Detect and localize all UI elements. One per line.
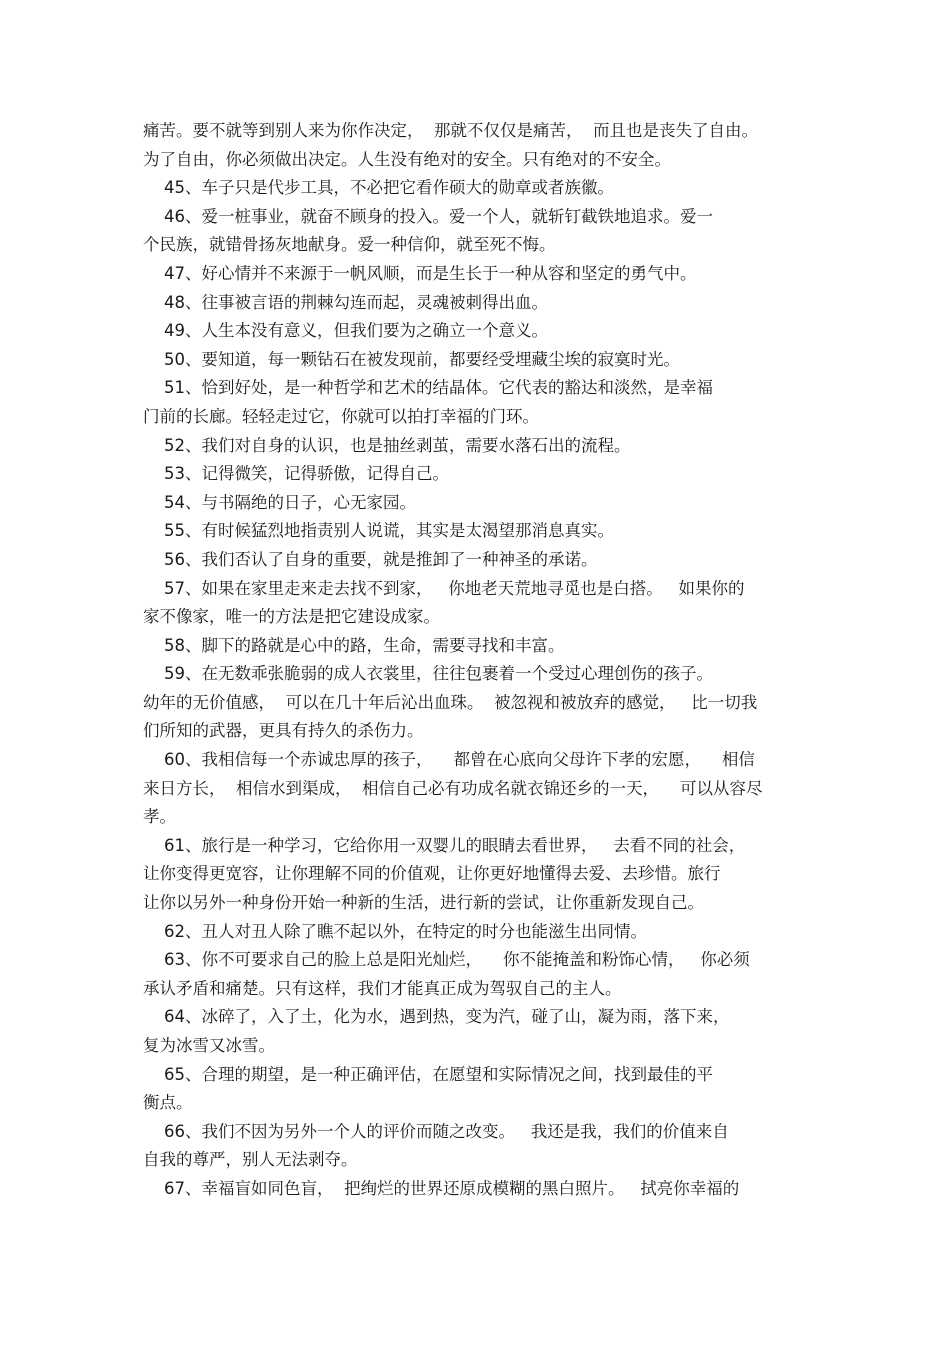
text-line: 个民族，就错骨扬灰地献身。爱一种信仰，就至死不悔。 (143, 235, 556, 255)
text-line: 复为冰雪又冰雪。 (143, 1036, 275, 1055)
text-line: 孝。 (143, 807, 176, 827)
paragraph-48 (143, 289, 808, 318)
text-line: 47、好心情并不来源于一帆风顺，而是生长于一种从容和坚定的勇气中。 (143, 263, 697, 283)
text-line: 66、我们不因为另外一个人的评价而随之改变。 我还是我，我们的价值来自 (143, 1121, 729, 1141)
text-line: 65、合理的期望，是一种正确评估，在愿望和实际情况之间，找到最佳的平 (143, 1064, 713, 1084)
text-line: 衡点。 (143, 1093, 193, 1113)
paragraph-44-cont (143, 117, 808, 174)
paragraph-61 (143, 832, 808, 918)
text-line: 63、你不可要求自己的脸上总是阳光灿烂， 你不能掩盖和粉饰心情， 你必须 (143, 950, 750, 970)
paragraph-45 (143, 174, 808, 203)
text-line: 56、我们否认了自身的重要，就是推卸了一种神圣的承诺。 (143, 549, 598, 569)
paragraph-62 (143, 918, 808, 947)
text-line: 49、人生本没有意义，但我们要为之确立一个意义。 (143, 321, 548, 341)
text-line: 承认矛盾和痛楚。只有这样，我们才能真正成为驾驭自己的主人。 (143, 978, 622, 998)
text-line: 48、往事被言语的荆棘勾连而起，灵魂被刺得出血。 (143, 292, 548, 312)
paragraph-47 (143, 260, 808, 289)
text-line: 们所知的武器，更具有持久的杀伤力。 (143, 721, 424, 741)
text-line: 53、记得微笑，记得骄傲，记得自己。 (143, 464, 449, 484)
text-line: 67、幸福盲如同色盲， 把绚烂的世界还原成模糊的黑白照片。 拭亮你幸福的 (143, 1178, 740, 1198)
text-line: 50、要知道，每一颗钻石在被发现前，都要经受埋藏尘埃的寂寞时光。 (143, 349, 680, 369)
text-line: 61、旅行是一种学习，它给你用一双婴儿的眼睛去看世界， 去看不同的社会， (143, 835, 746, 855)
text-line: 62、丑人对丑人除了瞧不起以外，在特定的时分也能滋生出同情。 (143, 921, 647, 941)
text-line: 幼年的无价值感， 可以在几十年后沁出血珠。 被忽视和被放弃的感觉， 比一切我 (143, 692, 758, 712)
paragraph-57 (143, 575, 808, 632)
paragraph-51 (143, 374, 808, 431)
text-line: 59、在无数乖张脆弱的成人衣裳里，往往包裹着一个受过心理创伤的孩子。 (143, 664, 713, 684)
paragraph-53 (143, 460, 808, 489)
paragraph-55 (143, 517, 808, 546)
paragraph-46 (143, 203, 808, 260)
text-line: 痛苦。要不就等到别人来为你作决定， 那就不仅仅是痛苦， 而且也是丧失了自由。 (143, 121, 758, 140)
paragraph-59 (143, 660, 808, 746)
text-line: 为了自由，你必须做出决定。人生没有绝对的安全。只有绝对的不安全。 (143, 149, 671, 169)
paragraph-67 (143, 1175, 808, 1204)
text-line: 64、冰碎了，入了土，化为水，遇到热，变为汽，碰了山，凝为雨，落下来， (143, 1007, 730, 1027)
document-body (143, 117, 808, 1204)
text-line: 60、我相信每一个赤诚忠厚的孩子， 都曾在心底向父母许下孝的宏愿， 相信 (143, 750, 755, 770)
text-line: 46、爱一桩事业，就奋不顾身的投入。爱一个人，就斩钉截铁地追求。爱一 (143, 206, 713, 226)
paragraph-63 (143, 946, 808, 1003)
paragraph-65 (143, 1061, 808, 1118)
text-line: 57、如果在家里走来走去找不到家， 你地老天荒地寻觅也是白搭。 如果你的 (143, 578, 745, 598)
text-line: 54、与书隔绝的日子，心无家园。 (143, 492, 416, 512)
paragraph-56 (143, 546, 808, 575)
paragraph-54 (143, 489, 808, 518)
text-line: 51、恰到好处，是一种哲学和艺术的结晶体。它代表的豁达和淡然，是幸福 (143, 378, 713, 398)
text-line: 让你变得更宽容，让你理解不同的价值观，让你更好地懂得去爱、去珍惜。旅行 (143, 864, 721, 884)
paragraph-49 (143, 317, 808, 346)
paragraph-66 (143, 1118, 808, 1175)
text-line: 来日方长， 相信水到渠成， 相信自己必有功成名就衣锦还乡的一天， 可以从容尽 (143, 778, 763, 798)
text-line: 55、有时候猛烈地指责别人说谎，其实是太渴望那消息真实。 (143, 521, 614, 541)
paragraph-64 (143, 1003, 808, 1060)
text-line: 让你以另外一种身份开始一种新的生活，进行新的尝试，让你重新发现自己。 (143, 893, 704, 913)
paragraph-60 (143, 746, 808, 832)
text-line: 45、车子只是代步工具，不必把它看作硕大的勋章或者族徽。 (143, 178, 614, 198)
text-line: 家不像家，唯一的方法是把它建设成家。 (143, 607, 440, 627)
paragraph-50 (143, 346, 808, 375)
text-line: 门前的长廊。轻轻走过它，你就可以拍打幸福的门环。 (143, 406, 539, 426)
text-line: 自我的尊严，别人无法剥夺。 (143, 1150, 358, 1170)
paragraph-58 (143, 632, 808, 661)
text-line: 58、脚下的路就是心中的路，生命，需要寻找和丰富。 (143, 635, 565, 655)
paragraph-52 (143, 432, 808, 461)
text-line: 52、我们对自身的认识，也是抽丝剥茧，需要水落石出的流程。 (143, 435, 631, 455)
